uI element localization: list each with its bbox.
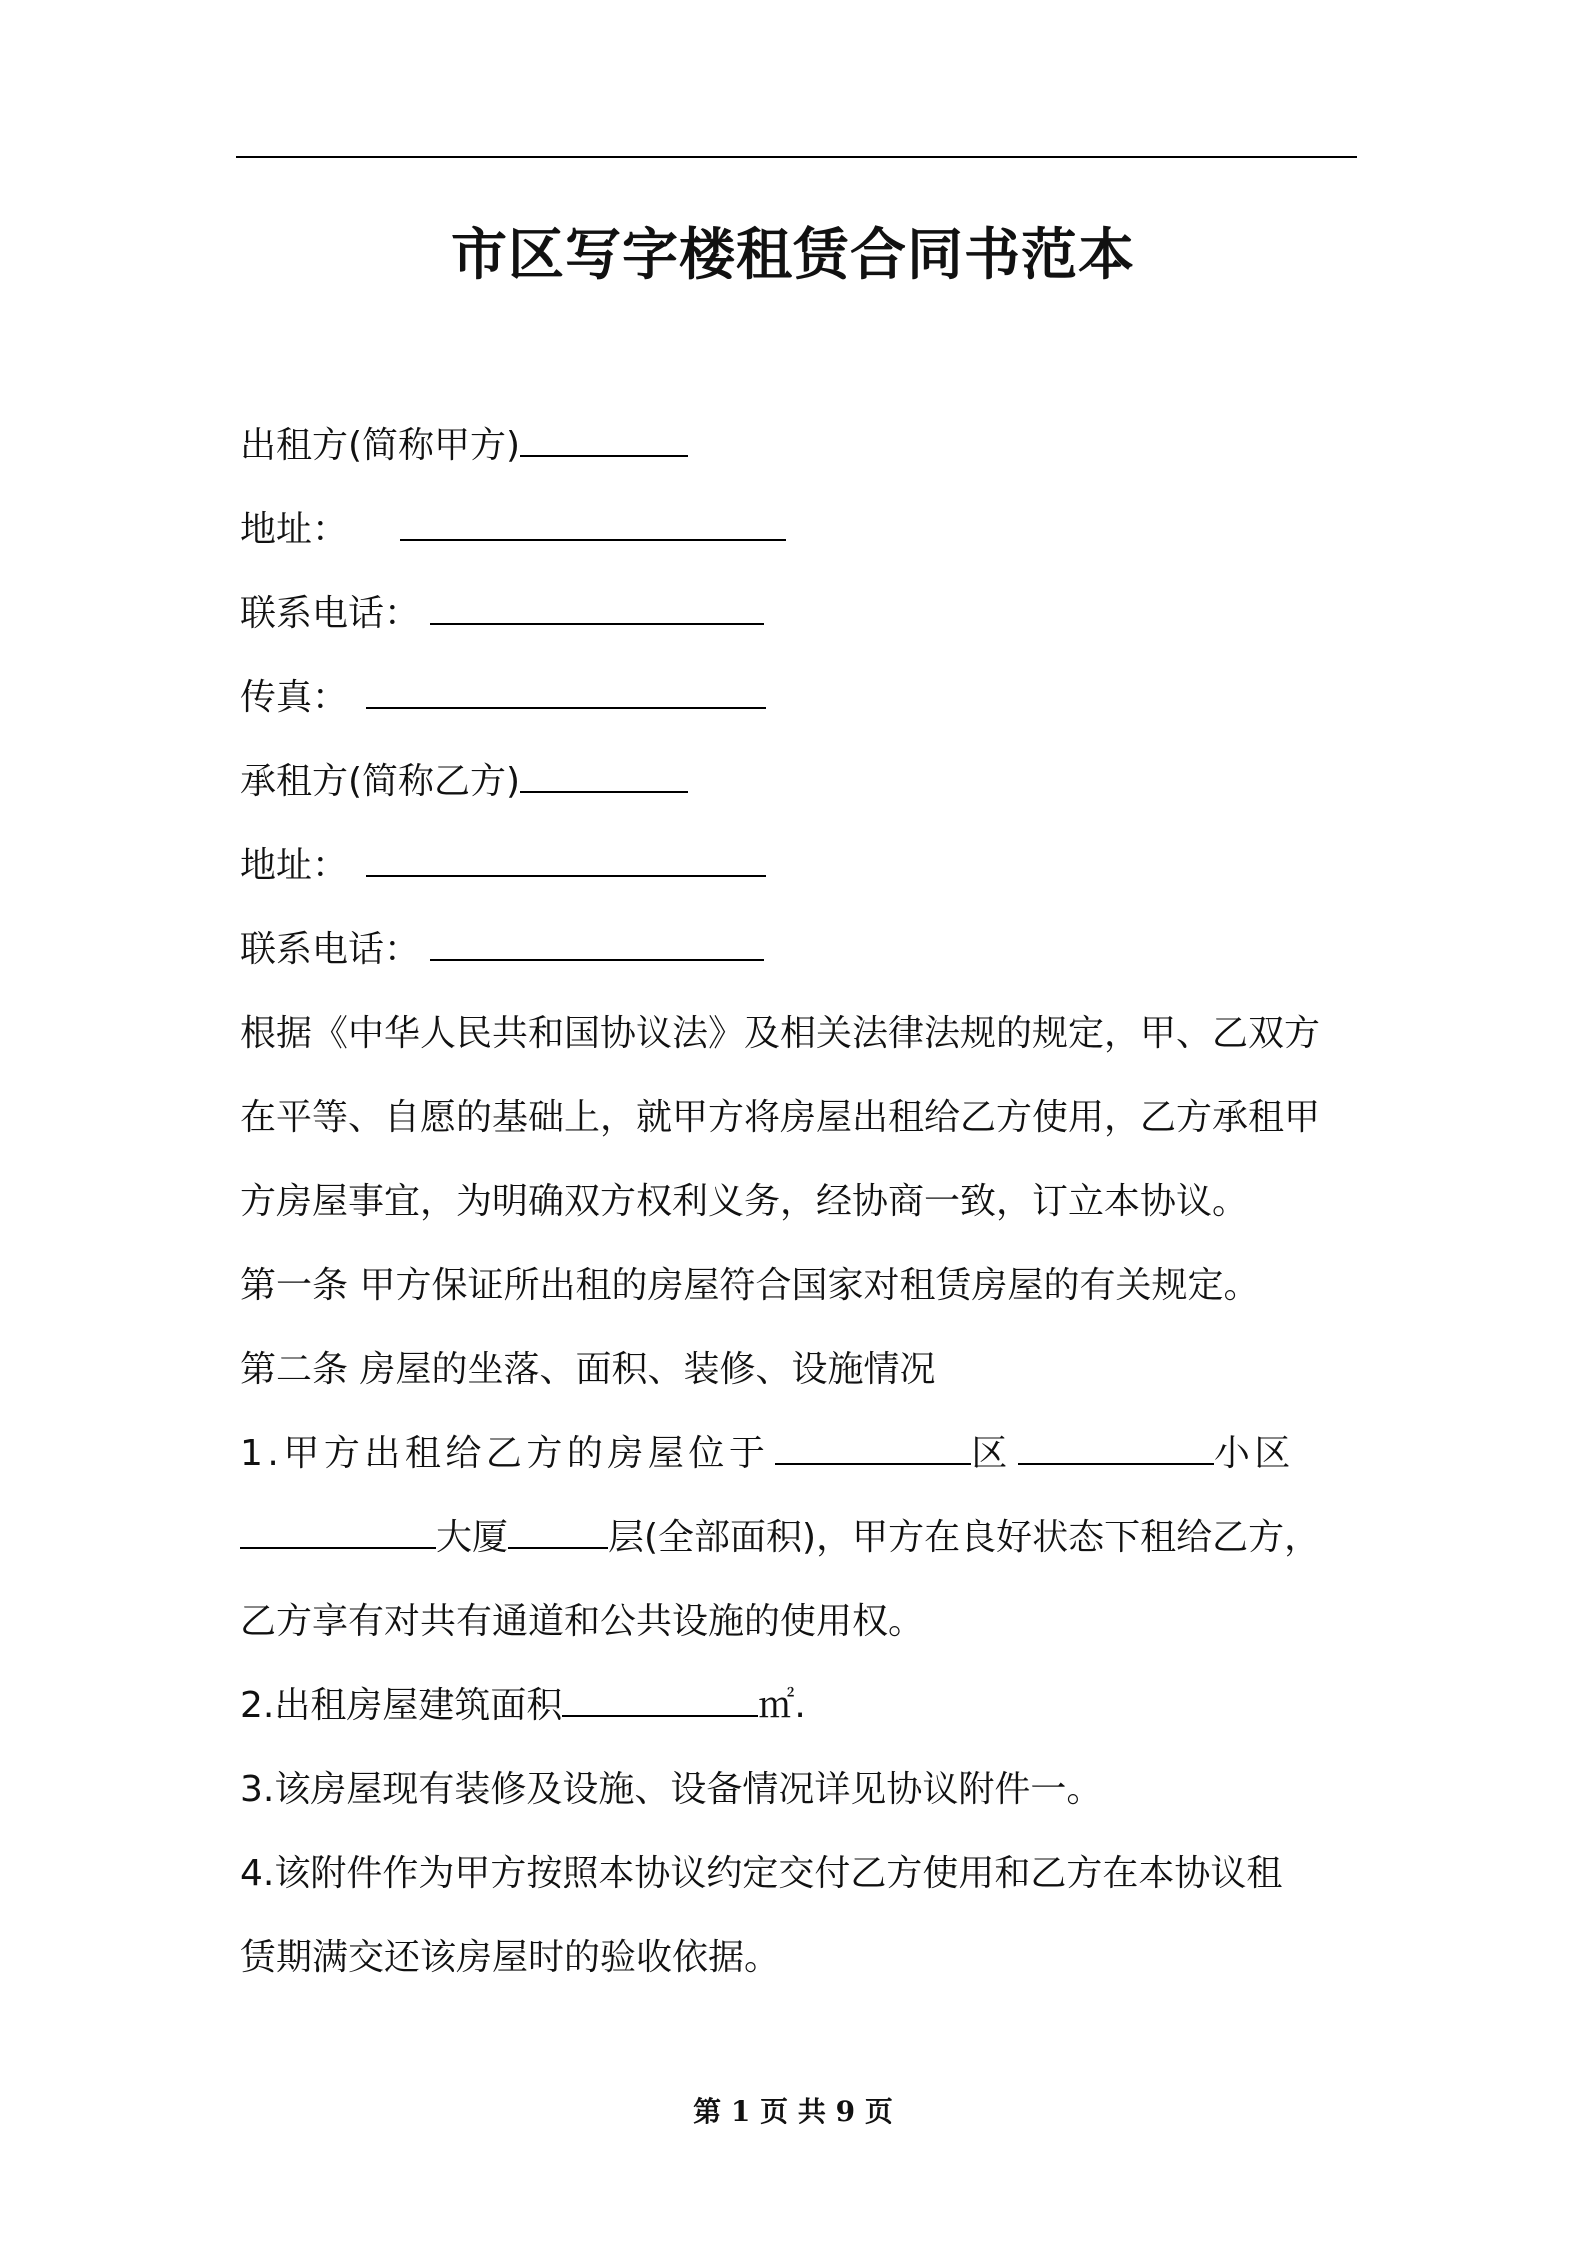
lessor-address-blank	[400, 505, 786, 541]
lessor-phone-line	[240, 588, 1360, 640]
lessee-label: 承租方(简称乙方)	[240, 761, 521, 802]
item-4-line-1: 4.该附件作为甲方按照本协议约定交付乙方使用和乙方在本协议租	[240, 1853, 1283, 1894]
item-3: 3.该房屋现有装修及设施、设备情况详见协议附件一。	[240, 1769, 1103, 1810]
lessor-fax-label: 传真：	[240, 677, 349, 718]
preamble-line-2: 在平等、自愿的基础上，就甲方将房屋出租给乙方使用，乙方承租甲	[240, 1097, 1321, 1138]
lessor-line	[240, 420, 1360, 472]
header-rule	[236, 156, 1357, 158]
building-label: 大厦	[436, 1517, 509, 1558]
lessor-fax-blank	[366, 673, 766, 709]
district-label: 区	[971, 1433, 1012, 1474]
item-1-line-3: 乙方享有对共有通道和公共设施的使用权。	[240, 1601, 925, 1642]
document-title: 市区写字楼租赁合同书范本	[451, 223, 1135, 288]
preamble-line-1: 根据《中华人民共和国协议法》及相关法律法规的规定，甲、乙双方	[240, 1013, 1321, 1054]
item-1-line-2	[240, 1512, 1360, 1564]
lessee-line	[240, 756, 1360, 808]
lessee-address-label: 地址：	[240, 845, 349, 886]
item-1-text: 1.甲方出租给乙方的房屋位于	[240, 1433, 770, 1474]
lessor-label: 出租方(简称甲方)	[240, 425, 521, 466]
lessor-address-label: 地址：	[240, 509, 349, 550]
page-footer: 第 1 页 共 9 页	[693, 2095, 893, 2128]
item-2-line	[240, 1680, 1360, 1732]
lessor-name-blank	[520, 421, 688, 457]
lessee-name-blank	[520, 757, 688, 793]
community-label: 小区	[1213, 1433, 1295, 1474]
lessor-fax-line	[240, 672, 1360, 724]
lessee-address-blank	[366, 841, 766, 877]
lessee-phone-label: 联系电话：	[240, 929, 421, 970]
building-blank	[240, 1513, 436, 1549]
district-blank	[775, 1429, 971, 1465]
item-2-text: 2.出租房屋建筑面积	[240, 1685, 563, 1726]
article-1: 第一条 甲方保证所出租的房屋符合国家对租赁房屋的有关规定。	[240, 1265, 1260, 1306]
lessor-phone-label: 联系电话：	[240, 593, 421, 634]
lessee-address-line	[240, 840, 1360, 892]
lessee-phone-line	[240, 924, 1360, 976]
item-4-line-2: 赁期满交还该房屋时的验收依据。	[240, 1937, 781, 1978]
article-2-heading: 第二条 房屋的坐落、面积、装修、设施情况	[240, 1349, 936, 1390]
item-1-line-1	[240, 1428, 1360, 1480]
floor-blank	[508, 1513, 608, 1549]
lessee-phone-blank	[430, 925, 764, 961]
community-blank	[1018, 1429, 1214, 1465]
lessor-phone-blank	[430, 589, 764, 625]
area-unit: ㎡.	[758, 1685, 806, 1726]
preamble-line-3: 方房屋事宜，为明确双方权利义务，经协商一致，订立本协议。	[240, 1181, 1249, 1222]
lessor-address-line	[240, 504, 1360, 556]
area-blank	[562, 1681, 758, 1717]
item-1-floor-text: 层(全部面积)，甲方在良好状态下租给乙方，	[608, 1517, 1321, 1558]
